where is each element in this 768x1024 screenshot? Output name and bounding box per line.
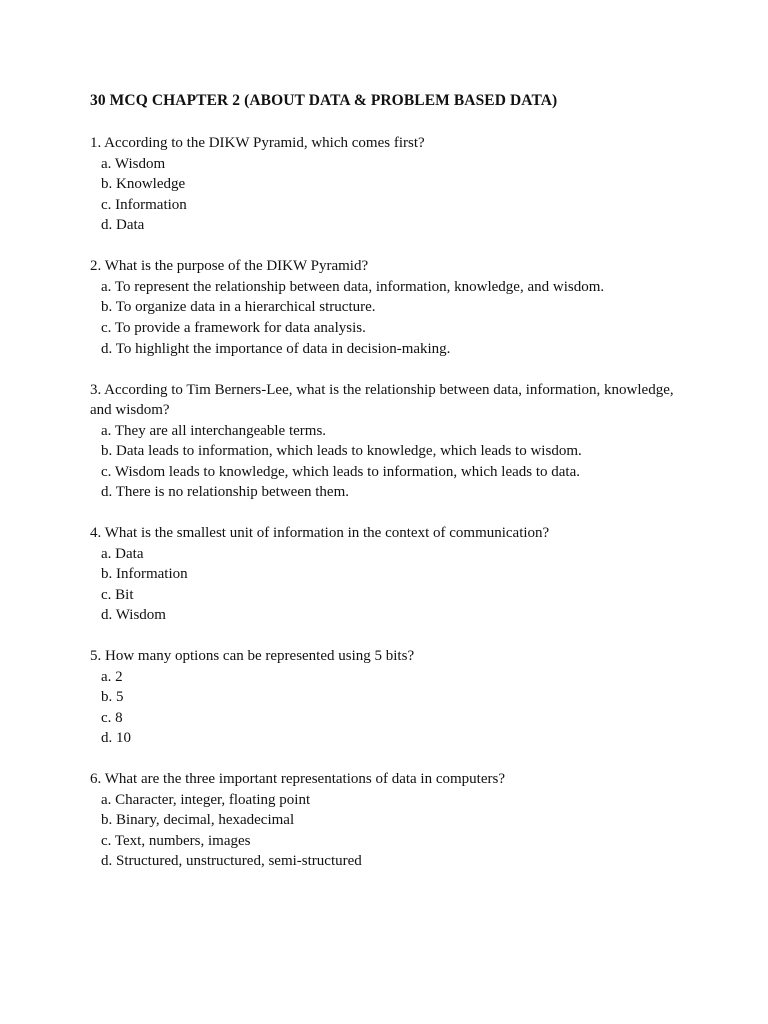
question-5-option-d: d. 10	[101, 730, 131, 746]
question-2: 2. What is the purpose of the DIKW Pyramid?	[90, 258, 369, 274]
question-3-continued: and wisdom?	[90, 402, 170, 418]
question-6-option-b: b. Binary, decimal, hexadecimal	[101, 812, 295, 828]
question-6: 6. What are the three important representations of data in computers?	[90, 771, 505, 787]
highlight-mark: c. 8	[101, 710, 123, 726]
question-3-option-a: a. They are all interchangeable terms.	[101, 423, 327, 439]
question-1: 1. According to the DIKW Pyramid, which comes first?	[90, 135, 425, 151]
question-3-option-d: d. There is no relationship between them.	[101, 484, 349, 500]
highlight-mark: c. Bit	[101, 587, 134, 603]
question-1-option-c: c. Information	[101, 197, 187, 213]
question-1-option-a: a. Wisdom	[101, 156, 166, 172]
document-title: 30 MCQ CHAPTER 2 (ABOUT DATA & PROBLEM BASED DATA)	[90, 92, 558, 109]
highlight-mark: a. To represent the relationship between data, information, knowledge, and wisdom.	[101, 279, 605, 295]
question-4-option-d: d. Wisdom	[101, 607, 166, 623]
question-2-option-c: c. To provide a framework for data analysis.	[101, 320, 366, 336]
question-6-option-c: c. Text, numbers, images	[101, 833, 251, 849]
question-2-option-d: d. To highlight the importance of data in decision-making.	[101, 341, 451, 357]
highlight-mark: b. Data leads to information, which leads to knowledge, which leads to wisdom.	[101, 443, 582, 459]
question-6-option-d: d. Structured, unstructured, semi-structured	[101, 853, 362, 869]
question-4: 4. What is the smallest unit of information in the context of communication?	[90, 525, 550, 541]
question-3-option-c: c. Wisdom leads to knowledge, which leads to information, which leads to data.	[101, 464, 581, 480]
question-4-option-b: b. Information	[101, 566, 188, 582]
question-2-option-a-highlighted	[101, 277, 604, 297]
question-1-option-b: b. Knowledge	[101, 176, 186, 192]
question-5: 5. How many options can be represented using 5 bits?	[90, 648, 415, 664]
highlight-mark: d. Data	[101, 217, 145, 233]
question-2-option-b: b. To organize data in a hierarchical structure.	[101, 299, 376, 315]
question-3-option-b-highlighted	[101, 441, 582, 461]
question-5-option-a: a. 2	[101, 669, 123, 685]
question-6-option-a-highlighted	[101, 790, 310, 810]
question-3: 3. According to Tim Berners-Lee, what is the relationship between data, information, knowledge,	[90, 382, 674, 398]
question-5-option-b: b. 5	[101, 689, 124, 705]
question-5-option-c-highlighted	[101, 708, 123, 728]
question-4-option-a: a. Data	[101, 546, 144, 562]
question-1-option-d-highlighted	[101, 215, 144, 235]
highlight-mark: a. Character, integer, floating point	[101, 792, 311, 808]
question-4-option-c-highlighted	[101, 585, 134, 605]
